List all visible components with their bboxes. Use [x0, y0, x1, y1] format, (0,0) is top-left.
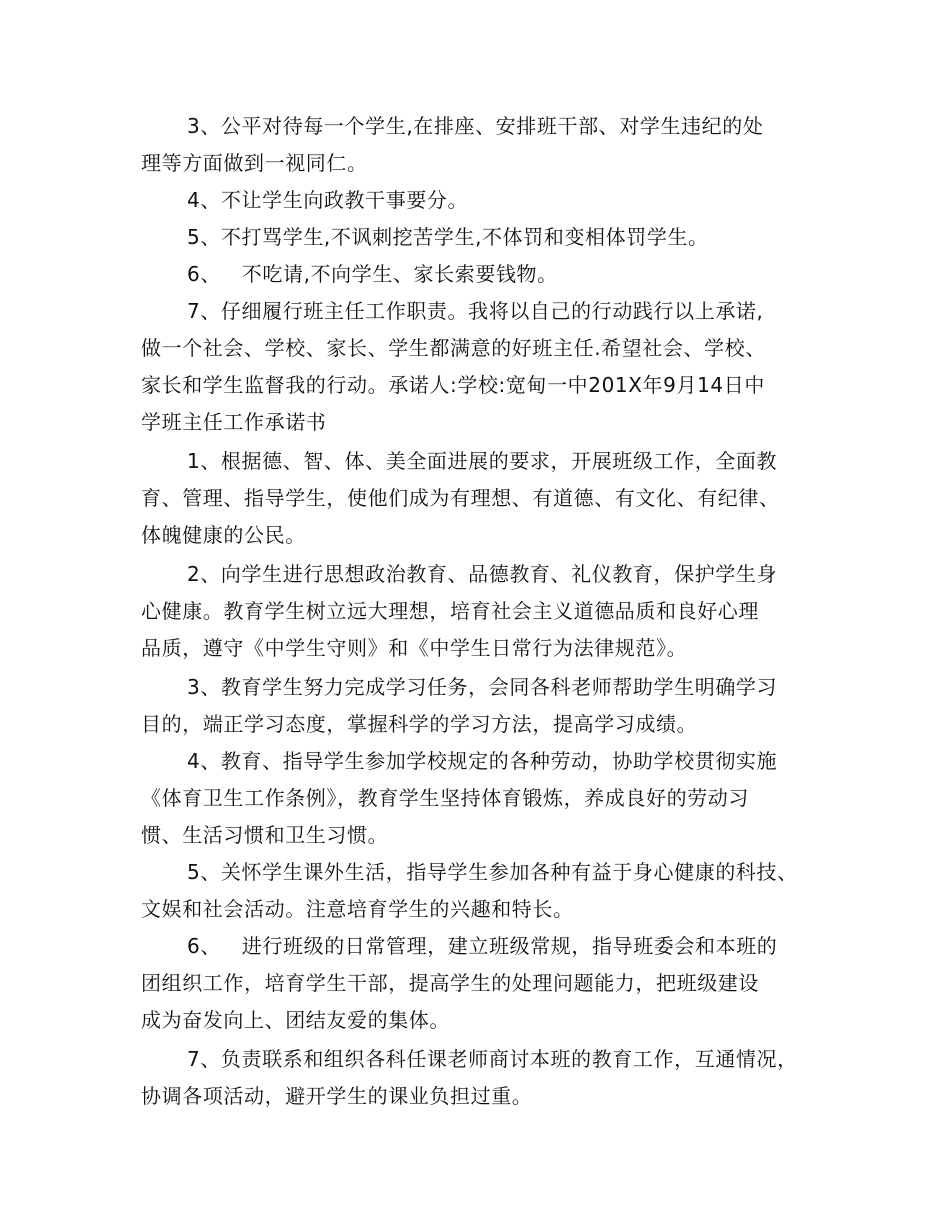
text-line: 目的，端正学习态度，掌握科学的学习方法，提高学习成绩。 [141, 712, 698, 736]
text-line: 品质，遵守《中学生守则》和《中学生日常行为法律规范》。 [141, 636, 688, 660]
text-line: 做一个社会、学校、家长、学生都满意的好班主任.希望社会、学校、 [141, 336, 766, 360]
text-line: 6、 进行班级的日常管理，建立班级常规，指导班委会和本班的 [187, 934, 778, 958]
text-line: 4、不让学生向政教干事要分。 [187, 188, 469, 212]
text-line: 5、关怀学生课外生活，指导学生参加各种有益于身心健康的科技、 [187, 860, 798, 884]
text-line: 文娱和社会活动。注意培育学生的兴趣和特长。 [141, 897, 574, 921]
text-line: 学班主任工作承诺书 [141, 410, 327, 434]
text-line: 惯、生活习惯和卫生习惯。 [141, 823, 389, 847]
text-line: 体魄健康的公民。 [141, 523, 306, 547]
text-line: 家长和学生监督我的行动。承诺人:学校:宽甸一中201X年9月14日中 [141, 373, 765, 397]
text-line: 5、不打骂学生,不讽刺挖苦学生,不体罚和变相体罚学生。 [187, 225, 709, 249]
text-line: 7、仔细履行班主任工作职责。我将以自己的行动践行以上承诺, [187, 299, 764, 323]
text-line: 3、教育学生努力完成学习任务，会同各科老师帮助学生明确学习 [187, 675, 778, 699]
text-line: 《体育卫生工作条例》，教育学生坚持体育锻炼，养成良好的劳动习 [141, 786, 749, 810]
text-line: 协调各项活动，避开学生的课业负担过重。 [141, 1084, 533, 1108]
text-line: 1、根据德、智、体、美全面进展的要求，开展班级工作，全面教 [187, 449, 778, 473]
text-line: 2、向学生进行思想政治教育、品德教育、礼仪教育，保护学生身 [187, 562, 778, 586]
text-line: 4、教育、指导学生参加学校规定的各种劳动，协助学校贯彻实施 [187, 749, 778, 773]
text-line: 3、公平对待每一个学生,在排座、安排班干部、对学生违纪的处 [187, 114, 764, 138]
text-line: 团组织工作，培育学生干部，提高学生的处理问题能力，把班级建设 [141, 971, 759, 995]
text-line: 理等方面做到一视同仁。 [141, 151, 368, 175]
text-line: 育、管理、指导学生，使他们成为有理想、有道德、有文化、有纪律、 [141, 486, 780, 510]
text-line: 心健康。教育学生树立远大理想，培育社会主义道德品质和良好心理 [141, 599, 759, 623]
text-line: 6、 不吃请,不向学生、家长索要钱物。 [187, 262, 558, 286]
text-line: 成为奋发向上、团结友爱的集体。 [141, 1008, 450, 1032]
text-line: 7、负责联系和组织各科任课老师商讨本班的教育工作，互通情况， [187, 1047, 798, 1071]
